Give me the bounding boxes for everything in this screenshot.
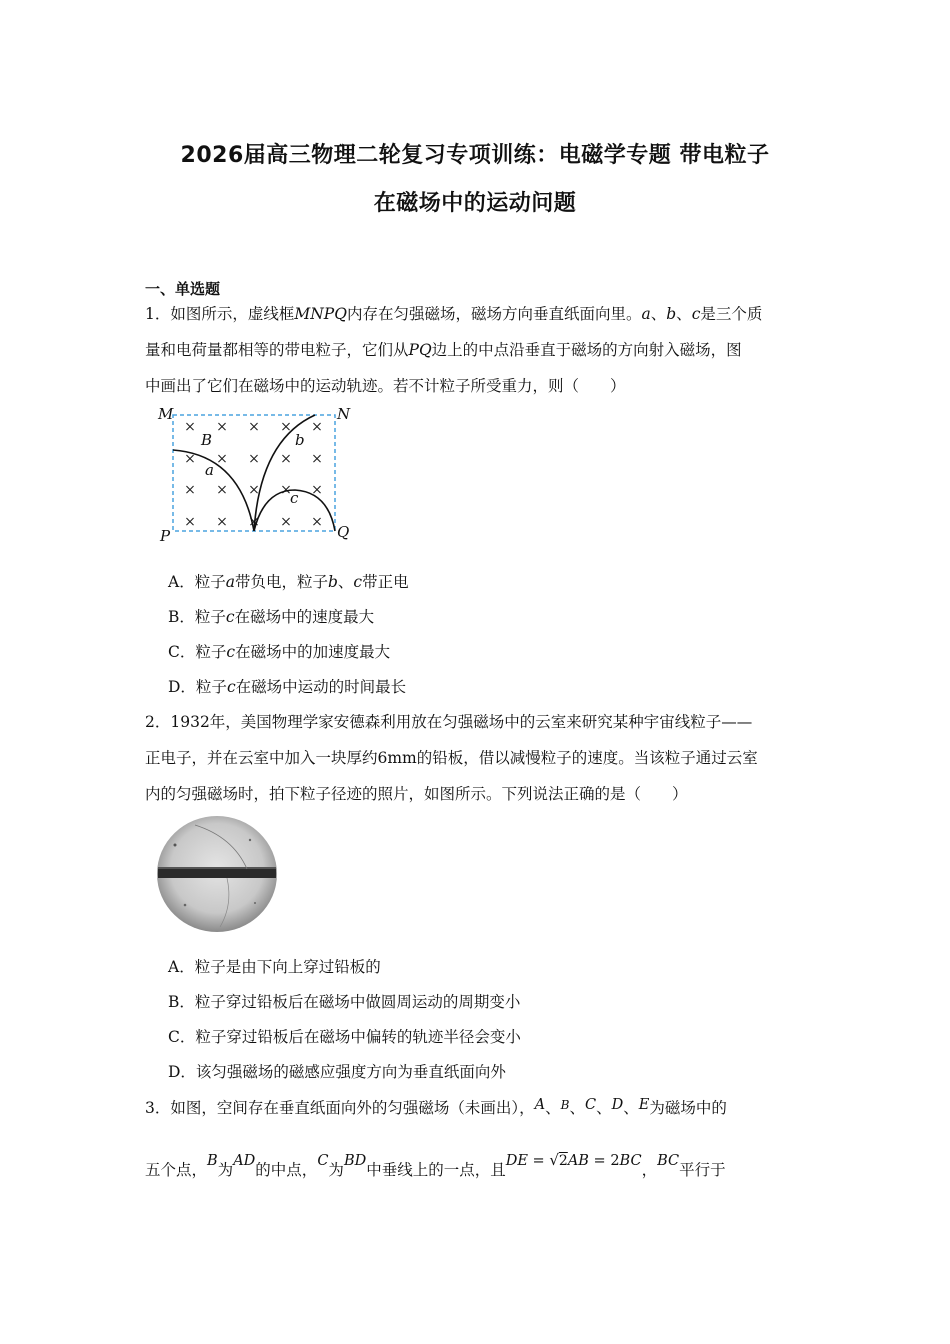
q3-point-E: E [638, 1097, 650, 1113]
q2-option-a[interactable]: A．粒子是由下向上穿过铅板的 [168, 958, 381, 976]
option-var: c [226, 678, 236, 696]
q1-stem-line3: 中画出了它们在磁场中的运动轨迹。若不计粒子所受重力，则（ ） [145, 377, 626, 395]
document-title-line2: 在磁场中的运动问题 [373, 191, 577, 216]
q1-var-a: a [641, 305, 651, 323]
option-var: b [327, 573, 338, 591]
cross-mark: × [216, 514, 228, 530]
eq-equals: = [527, 1153, 550, 1169]
section-heading: 一、单选题 [145, 280, 221, 298]
q3-text: 中垂线上的一点，且 [366, 1161, 506, 1179]
eq-AB: AB [567, 1153, 589, 1169]
cross-mark: × [216, 482, 228, 498]
q3-point-D: D [611, 1097, 624, 1113]
q1-option-d[interactable] [168, 675, 406, 697]
q2-stem-line2: 正电子，并在云室中加入一块厚约6mm的铅板，借以减慢粒子的速度。当该粒子通过云室 [145, 749, 758, 767]
label-P: P [160, 527, 171, 545]
cross-mark: × [311, 482, 323, 498]
eq-two: 2 [558, 1153, 568, 1169]
option-text: 在磁场中的加速度最大 [235, 643, 391, 661]
q3-sep: 、 [623, 1099, 639, 1117]
q3-equation [506, 1151, 642, 1169]
q3-stem-line1 [145, 1096, 727, 1118]
q1-option-b[interactable] [168, 605, 374, 627]
q2-stem-line1: 2．1932年，美国物理学家安德森利用放在匀强磁场中的云室来研究某种宇宙线粒子—— [145, 713, 753, 731]
cross-mark: × [184, 514, 196, 530]
q3-var-BD: BD [343, 1153, 367, 1169]
label-Q: Q [337, 523, 350, 541]
label-c: c [290, 489, 299, 507]
label-a: a [205, 461, 214, 479]
q2-option-c[interactable]: C．粒子穿过铅板后在磁场中偏转的轨迹半径会变小 [168, 1028, 521, 1046]
q1-option-a[interactable] [168, 570, 409, 592]
cross-mark: × [311, 419, 323, 435]
q1-stem-line2 [145, 338, 742, 360]
lead-plate-edge [158, 867, 276, 869]
cross-mark: × [280, 451, 292, 467]
q1-sep: 、 [676, 305, 692, 323]
q3-point-B: B [560, 1098, 570, 1112]
q1-var-mnpq: MNPQ [294, 305, 347, 323]
cross-mark: × [248, 514, 260, 530]
lead-plate [158, 869, 276, 878]
option-text: 在磁场中运动的时间最长 [235, 678, 407, 696]
q1-text: 边上的中点沿垂直于磁场的方向射入磁场，图 [431, 341, 742, 359]
q1-text: 内存在匀强磁场，磁场方向垂直纸面向里。 [346, 305, 642, 323]
q1-text: 量和电荷量都相等的带电粒子，它们从 [145, 341, 409, 359]
q3-var-BC: BC [657, 1153, 680, 1169]
q1-text: 是三个质 [700, 305, 763, 323]
cross-mark: × [248, 482, 260, 498]
speck [254, 902, 256, 904]
q1-magnetic-field-figure [150, 400, 360, 550]
option-text: 带负电，粒子 [234, 573, 328, 591]
document-title-line1: 2026届高三物理二轮复习专项训练：电磁学专题 带电粒子 [180, 143, 770, 168]
cross-mark: × [216, 419, 228, 435]
q3-var-B: B [207, 1153, 218, 1169]
speck [249, 839, 251, 841]
q3-var-AD: AD [233, 1153, 256, 1169]
eq-sqrt: √ [549, 1151, 559, 1169]
q3-text: ， [641, 1161, 658, 1179]
cross-mark: × [280, 482, 292, 498]
q2-option-b[interactable]: B．粒子穿过铅板后在磁场中做圆周运动的周期变小 [168, 993, 521, 1011]
option-text: A．粒子 [168, 573, 226, 591]
q1-stem-line1 [145, 302, 762, 324]
label-M: M [158, 405, 174, 423]
q3-text: 为 [217, 1161, 234, 1179]
label-b: b [295, 431, 305, 449]
cross-mark: × [184, 419, 196, 435]
cross-mark: × [216, 451, 228, 467]
q1-var-b: b [666, 305, 677, 323]
q3-stem-line2 [145, 1151, 726, 1180]
q1-var-pq: PQ [408, 341, 432, 359]
option-var: c [225, 608, 235, 626]
cross-mark: × [280, 514, 292, 530]
cross-mark: × [248, 451, 260, 467]
eq-equals-2: = 2 [588, 1153, 620, 1169]
cross-mark: × [184, 482, 196, 498]
q2-option-d[interactable]: D．该匀强磁场的磁感应强度方向为垂直纸面向外 [168, 1063, 506, 1081]
q1-sep: 、 [650, 305, 667, 323]
q3-sep: 、 [596, 1099, 612, 1117]
q3-sep: 、 [545, 1099, 561, 1117]
cross-mark: × [280, 419, 292, 435]
option-text: B．粒子 [168, 608, 226, 626]
q3-text: 的中点， [255, 1161, 318, 1179]
q3-text: 3．如图，空间存在垂直纸面向外的匀强磁场（未画出）， [145, 1099, 535, 1117]
q2-cloud-chamber-photo [155, 815, 280, 935]
speck [184, 904, 187, 907]
option-text: 在磁场中的速度最大 [234, 608, 375, 626]
q1-option-c[interactable] [168, 640, 390, 662]
label-B: B [201, 431, 213, 449]
eq-DE: DE [505, 1153, 528, 1169]
q1-text: 1．如图所示，虚线框 [145, 305, 295, 323]
cross-mark: × [311, 451, 323, 467]
q3-text: 平行于 [679, 1161, 726, 1179]
q3-point-C: C [584, 1097, 597, 1113]
option-var: c [353, 573, 363, 591]
q1-var-c: c [691, 305, 701, 323]
q3-var-C: C [317, 1153, 329, 1169]
speck [174, 844, 177, 847]
q3-text: 为 [328, 1161, 344, 1179]
label-N: N [337, 405, 351, 423]
option-var: c [226, 643, 236, 661]
q3-sep: 、 [569, 1099, 585, 1117]
cross-mark: × [184, 451, 196, 467]
q3-text: 为磁场中的 [649, 1099, 727, 1117]
option-text: 带正电 [362, 573, 409, 591]
cross-mark: × [311, 514, 323, 530]
option-text: C．粒子 [168, 643, 227, 661]
q3-text: 五个点， [145, 1161, 208, 1179]
eq-BC: BC [619, 1153, 642, 1169]
option-text: 、 [337, 573, 354, 591]
cross-mark: × [248, 419, 260, 435]
option-text: D．粒子 [168, 678, 227, 696]
option-var: a [225, 573, 235, 591]
q3-point-A: A [534, 1097, 546, 1113]
q2-stem-line3: 内的匀强磁场时，拍下粒子径迹的照片，如图所示。下列说法正确的是（ ） [145, 785, 688, 803]
